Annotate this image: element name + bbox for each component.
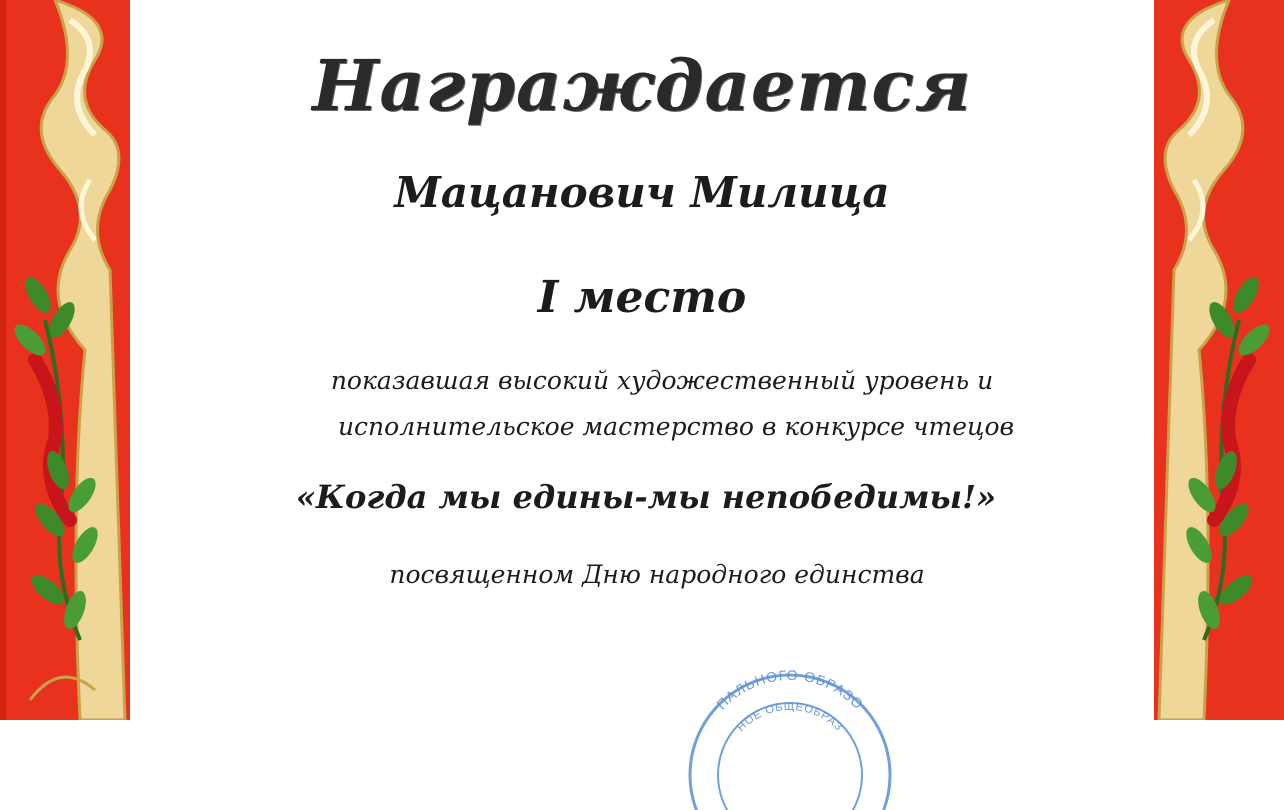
- recipient-name: Мацанович Милица: [394, 168, 890, 217]
- stamp-inner-text: НОЕ ОБЩЕОБРАЗ: [734, 700, 846, 734]
- contest-title: «Когда мы едины-мы непобедимы!»: [295, 478, 997, 516]
- left-border-ornament: [0, 0, 130, 720]
- svg-text:НОЕ ОБЩЕОБРАЗ: [735, 701, 845, 734]
- description-line-2: исполнительское мастерство в конкурсе чтецов: [337, 412, 1015, 441]
- certificate-heading: Награждается: [312, 44, 972, 127]
- dedication-line: посвященном Дню народного единства: [389, 560, 925, 589]
- stamp-outer-text: ПАЛЬНОГО ОБРАЗО: [713, 666, 867, 713]
- award-place: I место: [537, 272, 747, 323]
- description-line-1: показавшая высокий художественный уровень и: [330, 366, 994, 395]
- left-decorative-border: [0, 0, 130, 720]
- official-stamp-icon: [680, 660, 900, 810]
- right-border-ornament: [1154, 0, 1284, 720]
- right-decorative-border: [1154, 0, 1284, 720]
- certificate-body: [130, 0, 1154, 720]
